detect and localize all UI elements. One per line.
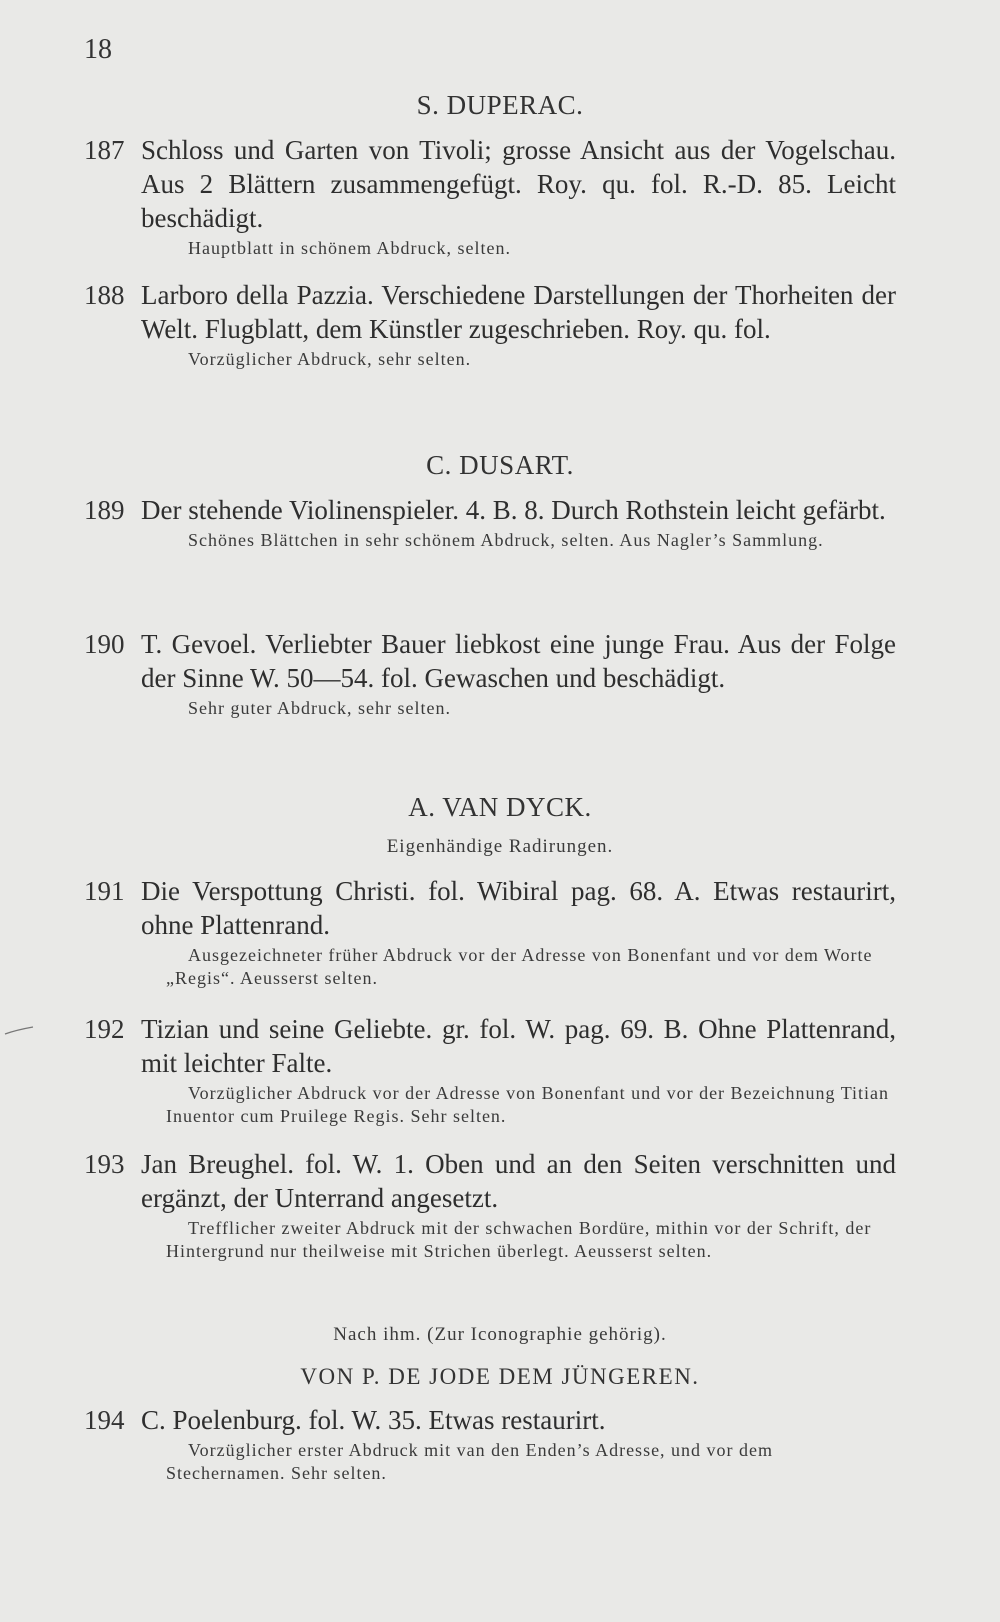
- lot-note: Vorzüglicher Abdruck, sehr selten.: [188, 349, 472, 369]
- lot-description: Schloss und Garten von Tivoli; grosse Ansicht aus der Vogelschau. Aus 2 Blättern zusammengefügt. Roy. qu. fol. R.-D. 85. Leicht beschädigt.: [141, 135, 896, 233]
- lot-description: T. Gevoel. Verliebter Bauer liebkost eine junge Frau. Aus der Folge der Sinne W. 50—54. fol. Gewaschen und beschädigt.: [141, 629, 896, 693]
- lot-note: Vorzüglicher Abdruck vor der Adresse von Bonenfant und vor der Bezeichnung Titian Inuentor cum Pruilege Regis. Sehr selten.: [166, 1083, 890, 1126]
- section-heading-vandyck: A. VAN DYCK.: [408, 792, 592, 822]
- lot-number: 188: [84, 280, 125, 310]
- lot-note: Schönes Blättchen in sehr schönem Abdruck, selten. Aus Nagler’s Sammlung.: [188, 530, 824, 550]
- lot-entry: [84, 1012, 896, 1128]
- lot-entry: [84, 493, 896, 552]
- lot-number: 194: [84, 1405, 125, 1435]
- lot-entry: [84, 1147, 896, 1263]
- lot-description: Der stehende Violinenspieler. 4. B. 8. Durch Rothstein leicht gefärbt.: [141, 495, 886, 525]
- lot-note: Sehr guter Abdruck, sehr selten.: [188, 698, 451, 718]
- lot-note: Vorzüglicher erster Abdruck mit van den Enden’s Adresse, und vor dem Stechernamen. Sehr selten.: [166, 1440, 774, 1483]
- lot-note: Trefflicher zweiter Abdruck mit der schwachen Bordüre, mithin vor der Schrift, der Hintergrund nur theilweise mit Strichen überlegt. Aeusserst selten.: [166, 1218, 872, 1261]
- lot-entry: [84, 133, 896, 260]
- lot-note: Hauptblatt in schönem Abdruck, selten.: [188, 238, 511, 258]
- lot-entry: [84, 627, 896, 720]
- section-intro-dejode: Nach ihm. (Zur Iconographie gehörig).: [333, 1324, 667, 1345]
- lot-number: 192: [84, 1014, 125, 1044]
- lot-description: Die Verspottung Christi. fol. Wibiral pag. 68. A. Etwas restaurirt, ohne Plattenrand.: [141, 876, 896, 940]
- lot-number: 193: [84, 1149, 125, 1179]
- lot-number: 187: [84, 135, 125, 165]
- pencil-margin-mark: [4, 1024, 34, 1036]
- lot-description: C. Poelenburg. fol. W. 35. Etwas restaurirt.: [141, 1405, 606, 1435]
- section-heading-dusart: C. DUSART.: [426, 450, 574, 480]
- lot-note: Ausgezeichneter früher Abdruck vor der Adresse von Bonenfant und vor dem Worte „Regis“. Aeusserst selten.: [166, 945, 873, 988]
- lot-description: Larboro della Pazzia. Verschiedene Darstellungen der Thorheiten der Welt. Flugblatt, dem Künstler zugeschrieben. Roy. qu. fol.: [141, 280, 896, 344]
- section-heading-duperac: S. DUPERAC.: [416, 90, 584, 120]
- lot-description: Tizian und seine Geliebte. gr. fol. W. pag. 69. B. Ohne Plattenrand, mit leichter Falte.: [141, 1014, 896, 1078]
- section-subheading-vandyck: Eigenhändige Radirungen.: [386, 836, 614, 857]
- lot-number: 191: [84, 876, 125, 906]
- page-number: 18: [84, 34, 112, 65]
- lot-number: 189: [84, 495, 125, 525]
- section-heading-dejode: VON P. DE JODE DEM JÜNGEREN.: [300, 1364, 700, 1389]
- lot-entry: [84, 1403, 896, 1485]
- lot-description: Jan Breughel. fol. W. 1. Oben und an den Seiten verschnitten und ergänzt, der Unterrand angesetzt.: [141, 1149, 896, 1213]
- lot-entry: [84, 278, 896, 371]
- lot-number: 190: [84, 629, 125, 659]
- lot-entry: [84, 874, 896, 990]
